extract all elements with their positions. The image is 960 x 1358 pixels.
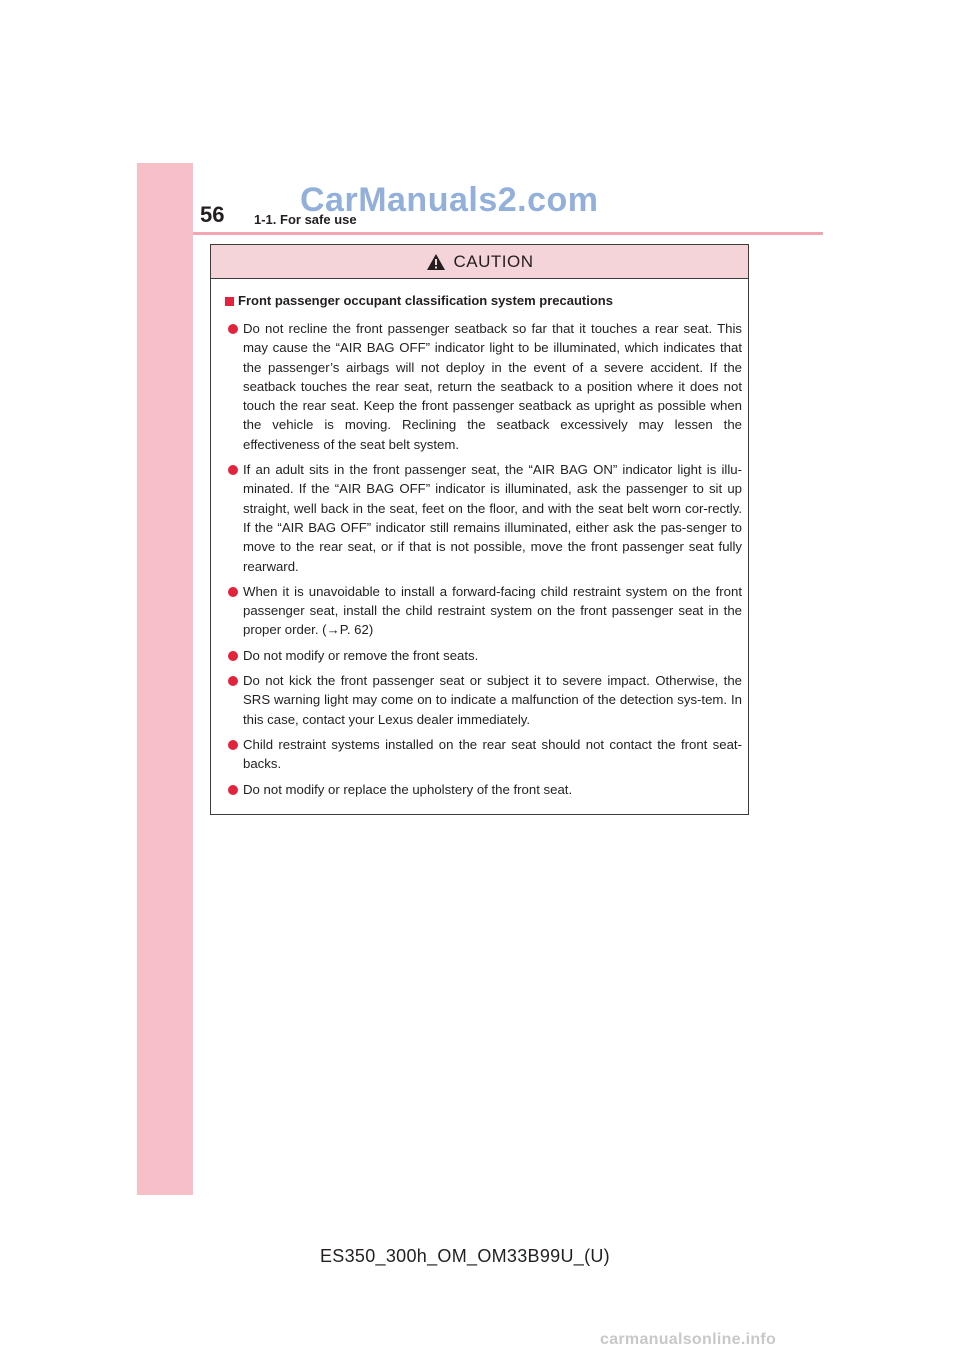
bullet-icon	[228, 324, 238, 334]
caution-item-text: Do not kick the front passenger seat or subject it to severe impact. Otherwise, the SRS warning light may come on to indicate a malfunction of the detection sys-tem. In this case, contact your Lexus dealer immediately.	[243, 673, 742, 727]
caution-item-text: If an adult sits in the front passenger seat, the “AIR BAG ON” indicator light is illu-minated. If the “AIR BAG OFF” indicator is illuminated, ask the passenger to sit up straight, well back in the seat, feet on the floor, and with the seat belt worn cor-rectly. If the “AIR BAG OFF” indicator still remains illuminated, either ask the pas-senger to move to the rear seat, or if that is not possible, move the front passenger seat fully rearward.	[243, 462, 742, 574]
bullet-icon	[228, 676, 238, 686]
caution-item-text: Do not modify or remove the front seats.	[243, 647, 479, 663]
caution-item	[225, 671, 742, 729]
side-color-band	[137, 163, 193, 1195]
page-number: 56	[200, 202, 225, 227]
document-code: ES350_300h_OM_OM33B99U_(U)	[320, 1246, 610, 1266]
bullet-icon	[228, 785, 238, 795]
caution-item-text: When it is unavoidable to install a forward-facing child restraint system on the front passenger seat, install the child restraint system on the front passenger seat in the proper order. (→P. 62)	[243, 583, 742, 638]
caution-header	[211, 245, 748, 279]
warning-triangle-icon	[426, 253, 446, 271]
caution-item	[225, 646, 742, 665]
caution-heading	[225, 291, 742, 311]
caution-item-text: Do not recline the front passenger seatback so far that it touches a rear seat. This may cause the “AIR BAG OFF” indicator light to be illuminated, which indicates that the passenger’s airbags will not deploy in the event of a severe accident. If the seatback touches the rear seat, return the seatback to a position where it does not touch the rear seat. Keep the front passenger seatback as upright as possible when the vehicle is moving. Reclining the seatback excessively may lessen the effectiveness of the seat belt system.	[243, 321, 742, 452]
caution-item-text: Do not modify or replace the upholstery of the front seat.	[243, 781, 573, 797]
caution-item	[225, 582, 742, 640]
watermark-top: CarManuals2.com	[300, 181, 599, 219]
caution-heading-text: Front passenger occupant classification system precautions	[238, 293, 613, 308]
header-rule	[193, 232, 823, 235]
caution-item	[225, 780, 742, 799]
caution-body	[211, 279, 748, 799]
caution-item	[225, 319, 742, 454]
caution-label: CAUTION	[453, 251, 534, 271]
watermark-bottom: carmanualsonline.info	[600, 1331, 777, 1348]
caution-item-text: Child restraint systems installed on the rear seat should not contact the front seat-backs.	[243, 736, 742, 772]
bullet-icon	[228, 740, 238, 750]
section-title: 1-1. For safe use	[254, 212, 357, 227]
caution-item	[225, 735, 742, 774]
square-bullet-icon	[225, 297, 234, 306]
bullet-icon	[228, 651, 238, 661]
bullet-icon	[228, 587, 238, 597]
caution-box	[210, 244, 749, 815]
bullet-icon	[228, 465, 238, 475]
caution-item	[225, 460, 742, 576]
